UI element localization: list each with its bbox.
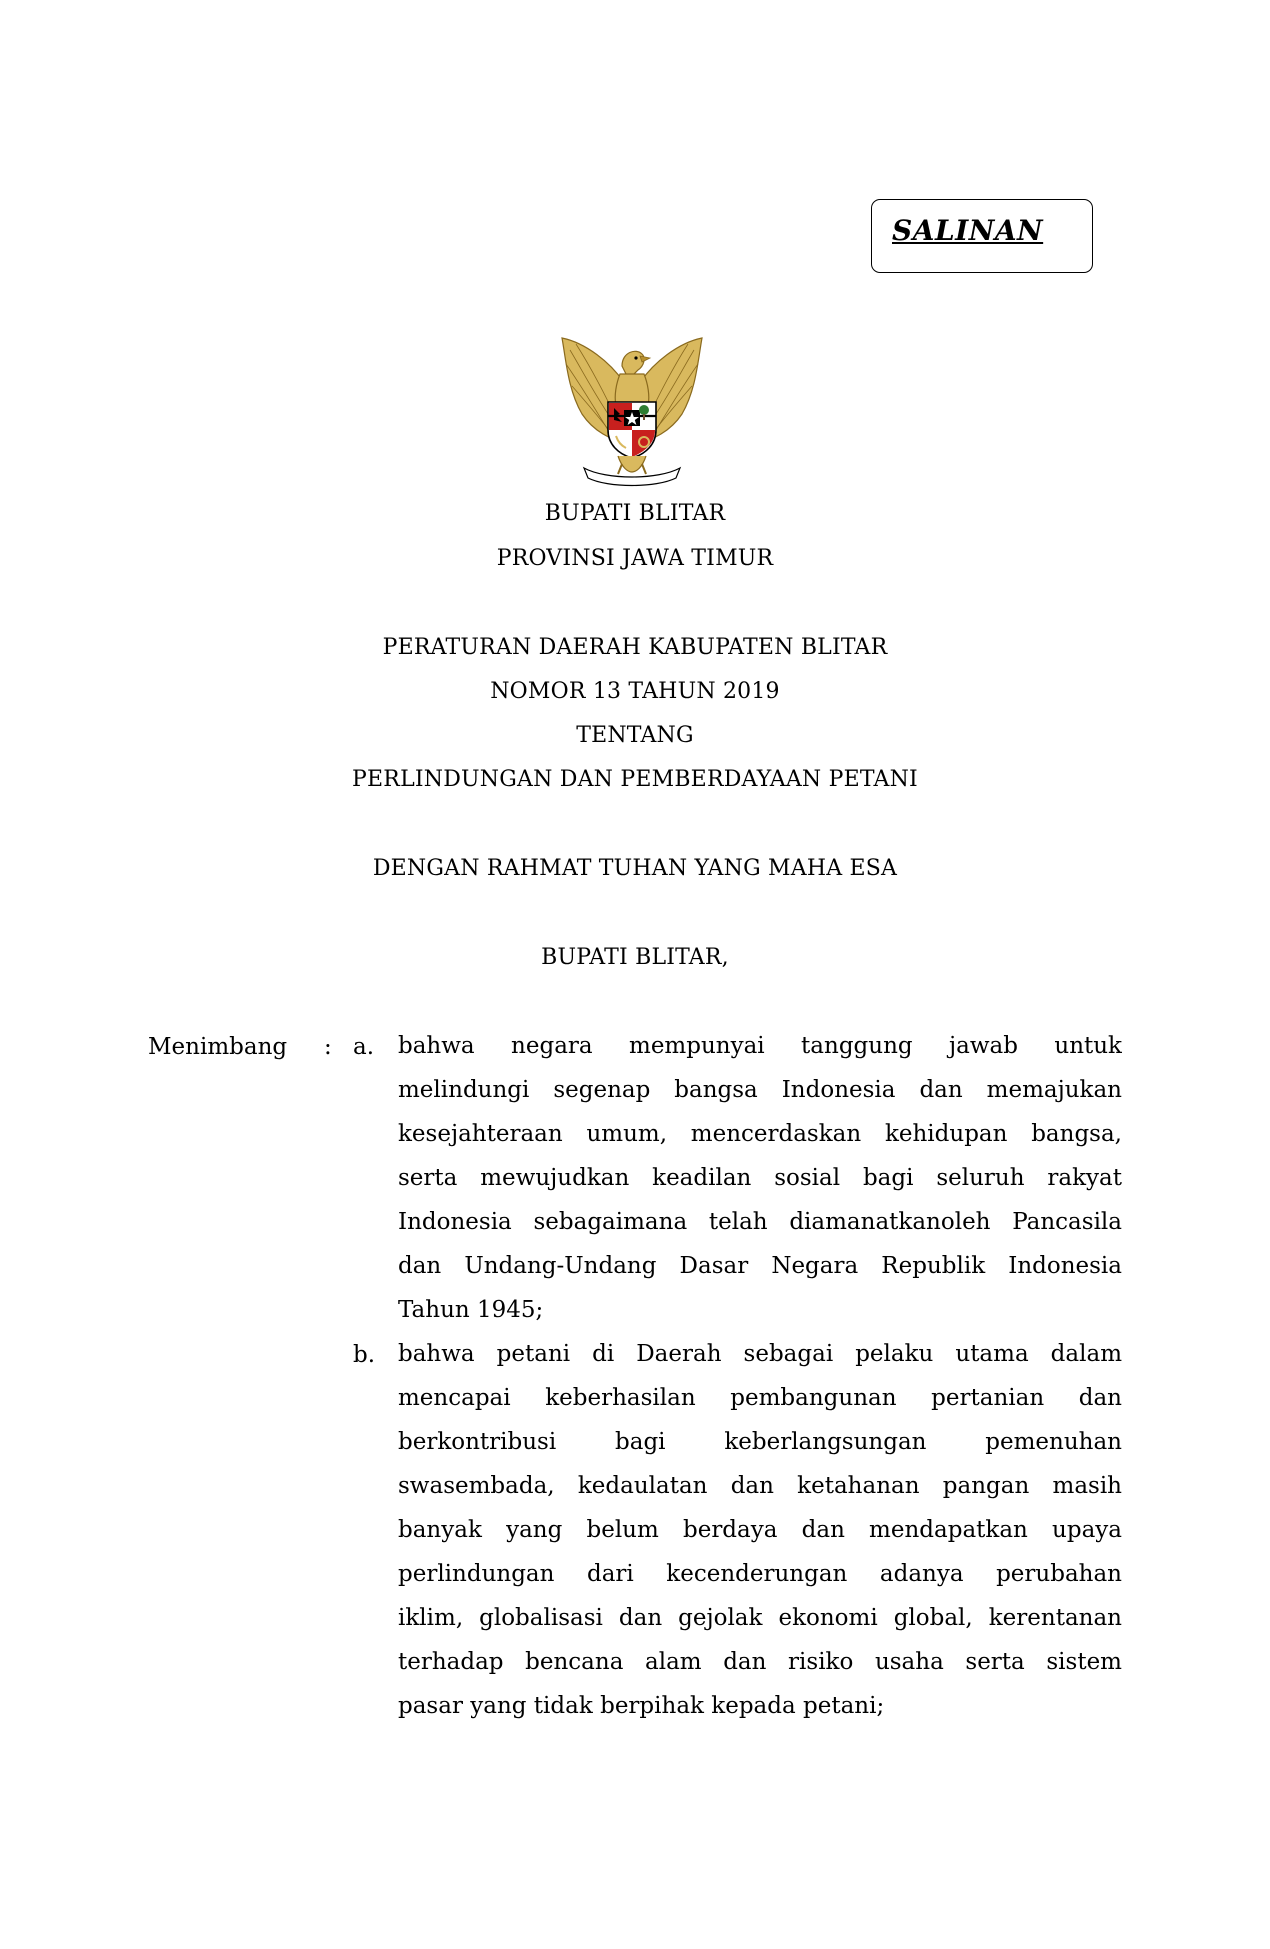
paragraph-line: pasar yang tidak berpihak kepada petani; <box>398 1693 885 1719</box>
regulation-subject: PERLINDUNGAN DAN PEMBERDAYAAN PETANI <box>352 767 918 792</box>
regent-title: BUPATI BLITAR <box>544 501 726 526</box>
paragraph-line: Tahun 1945; <box>398 1297 544 1323</box>
paragraph-line: kesejahteraan umum, mencerdaskan kehidupan bangsa, <box>398 1121 1122 1147</box>
invocation-text: DENGAN RAHMAT TUHAN YANG MAHA ESA <box>372 856 898 881</box>
paragraph-line: melindungi segenap bangsa Indonesia dan memajukan <box>398 1077 1122 1103</box>
paragraph-line: bahwa petani di Daerah sebagai pelaku utama dalam <box>398 1341 1122 1367</box>
paragraph-line: perlindungan dari kecenderungan adanya perubahan <box>398 1561 1122 1587</box>
regulation-number: NOMOR 13 TAHUN 2019 <box>490 679 780 704</box>
item-marker-b: b. <box>353 1342 376 1368</box>
salinan-label: SALINAN <box>892 214 1044 247</box>
garuda-pancasila-emblem <box>552 330 712 490</box>
paragraph-line: berkontribusi bagi keberlangsungan pemenuhan <box>398 1429 1122 1455</box>
salinan-stamp <box>871 199 1093 273</box>
paragraph-line: iklim, globalisasi dan gejolak ekonomi global, kerentanan <box>398 1605 1122 1631</box>
menimbang-label: Menimbang <box>148 1034 288 1060</box>
regulation-about: TENTANG <box>576 723 694 748</box>
consideration-item-a <box>398 1024 1122 1332</box>
paragraph-line: banyak yang belum berdaya dan mendapatkan upaya <box>398 1517 1122 1543</box>
consideration-item-b <box>398 1332 1122 1728</box>
paragraph-line: terhadap bencana alam dan risiko usaha serta sistem <box>398 1649 1122 1675</box>
paragraph-line: swasembada, kedaulatan dan ketahanan pangan masih <box>398 1473 1122 1499</box>
province-title: PROVINSI JAWA TIMUR <box>496 546 774 571</box>
paragraph-line: bahwa negara mempunyai tanggung jawab untuk <box>398 1033 1122 1059</box>
paragraph-line: Indonesia sebagaimana telah diamanatkanoleh Pancasila <box>398 1209 1122 1235</box>
menimbang-colon: : <box>324 1034 332 1060</box>
paragraph-line: mencapai keberhasilan pembangunan pertanian dan <box>398 1385 1122 1411</box>
paragraph-line: dan Undang-Undang Dasar Negara Republik Indonesia <box>398 1253 1122 1279</box>
item-marker-a: a. <box>353 1034 375 1060</box>
paragraph-line: serta mewujudkan keadilan sosial bagi seluruh rakyat <box>398 1165 1122 1191</box>
regulation-title: PERATURAN DAERAH KABUPATEN BLITAR <box>382 635 888 660</box>
issuer-title: BUPATI BLITAR, <box>541 945 729 970</box>
